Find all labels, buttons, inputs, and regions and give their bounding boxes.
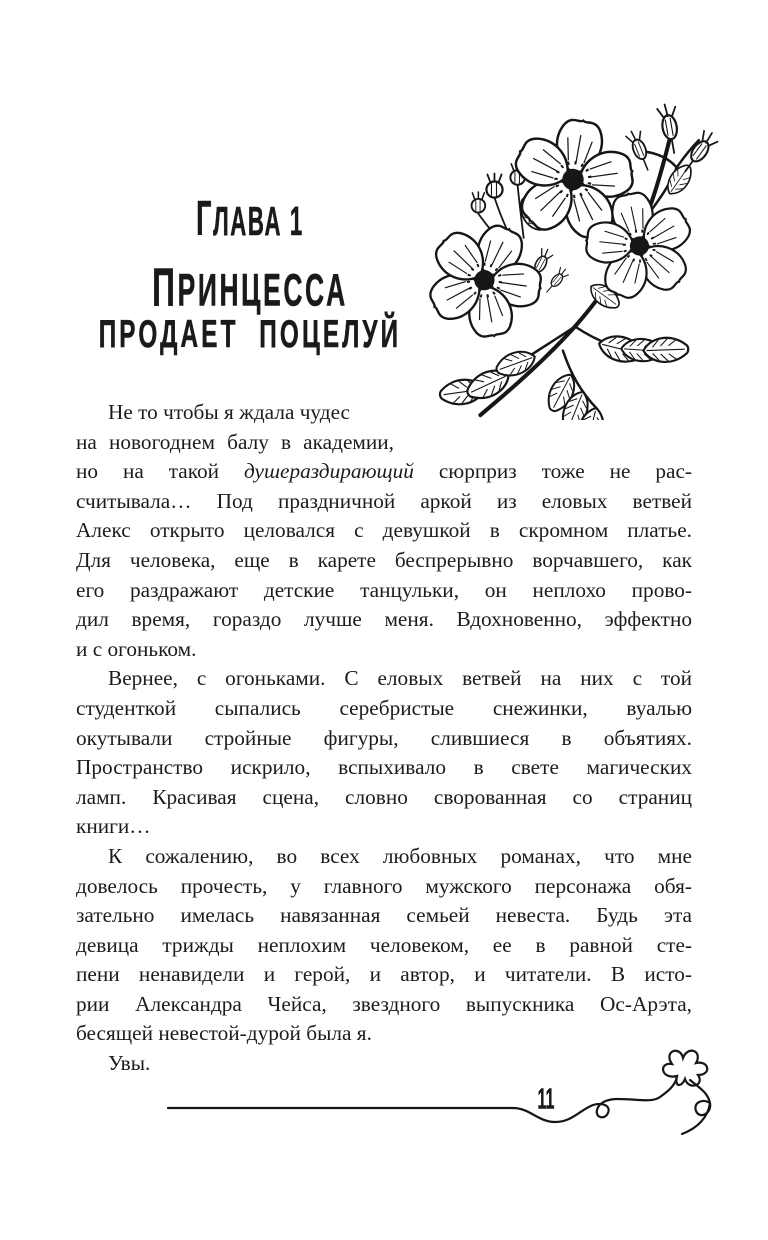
text-run: дил время, гораздо лучше меня. Вдохновенно, эффектно <box>76 607 692 632</box>
text-line <box>76 783 692 813</box>
text-line <box>76 872 692 902</box>
text-line <box>76 753 692 783</box>
text-line <box>76 546 692 576</box>
text-line <box>76 487 692 517</box>
text-line <box>76 812 692 842</box>
text-run: Вернее, с огоньками. С еловых ветвей на них с той <box>108 666 692 691</box>
text-run: Алекс открыто целовался с девушкой в скромном платье. <box>76 518 692 543</box>
paragraph <box>76 398 692 664</box>
chapter-title-line2: ПРОДАЕТ ПОЦЕЛУЙ <box>98 312 402 356</box>
text-run: его раздражают детские танцульки, он неплохо прово- <box>76 577 692 602</box>
text-run: ламп. Красивая сцена, словно сворованная со страниц <box>76 784 692 809</box>
text-run: Не то чтобы я ждала чудес <box>108 400 350 424</box>
text-line <box>76 428 394 458</box>
text-line <box>76 1019 692 1049</box>
text-line <box>76 516 692 546</box>
body-text <box>76 398 692 1079</box>
text-line <box>76 960 692 990</box>
text-run: Пространство искрило, вспыхивало в свете магических <box>76 755 692 780</box>
text-run: на новогоднем балу в академии, <box>76 429 394 454</box>
text-run: студенткой сыпались серебристые снежинки, вуалью <box>76 695 692 720</box>
text-run: окутывали стройные фигуры, слившиеся в объятиях. <box>76 725 692 750</box>
text-run: К сожалению, во всех любовных романах, что мне <box>108 843 692 868</box>
text-line <box>108 664 692 694</box>
text-line <box>76 694 692 724</box>
text-run: Увы. <box>108 1051 151 1076</box>
text-line <box>76 990 692 1020</box>
text-run: считывала… Под праздничной аркой из еловых ветвей <box>76 488 692 513</box>
paragraph <box>76 664 692 842</box>
flower-doodle-icon <box>663 1051 707 1086</box>
text-run: пени ненавидели и герой, и автор, и читатели. В исто- <box>76 962 692 987</box>
italic-run: душераздирающий <box>244 459 414 484</box>
text-line <box>76 931 692 961</box>
paragraph <box>76 842 692 1049</box>
text-run: довелось прочесть, у главного мужского персонажа обя- <box>76 873 692 898</box>
page-number: 11 <box>537 1084 555 1116</box>
text-line <box>76 724 692 754</box>
text-line <box>76 605 692 635</box>
text-run: и с огоньком. <box>76 636 197 661</box>
text-run: но на такой <box>76 459 244 484</box>
text-run: книги… <box>76 814 151 839</box>
text-run: рии Александра Чейса, звездного выпускника Ос-Арэта, <box>76 991 692 1016</box>
text-run: зательно имелась навязанная семьей невеста. Будь эта <box>76 903 692 928</box>
text-line <box>76 635 692 665</box>
text-line <box>108 398 350 428</box>
rose-flowers <box>422 110 707 359</box>
text-line <box>108 842 692 872</box>
text-line <box>76 901 692 931</box>
rose-branch-illustration <box>422 86 724 420</box>
text-line <box>76 576 692 606</box>
doodle-tail <box>682 1080 710 1134</box>
footer-rule-doodle <box>160 1048 720 1148</box>
text-run: Для человека, еще в карете беспрерывно ворчавшего, как <box>76 547 692 572</box>
text-run: сюрприз тоже не рас- <box>413 459 692 484</box>
footer-rule <box>168 1076 677 1122</box>
chapter-title-line1: ПРИНЦЕССА <box>152 256 348 318</box>
text-run: девица трижды неплохим человеком, ее в равной сте- <box>76 932 692 957</box>
chapter-label: ГЛАВА 1 <box>196 190 304 246</box>
text-run: бесящей невестой-дурой была я. <box>76 1021 372 1046</box>
text-line <box>76 457 692 487</box>
